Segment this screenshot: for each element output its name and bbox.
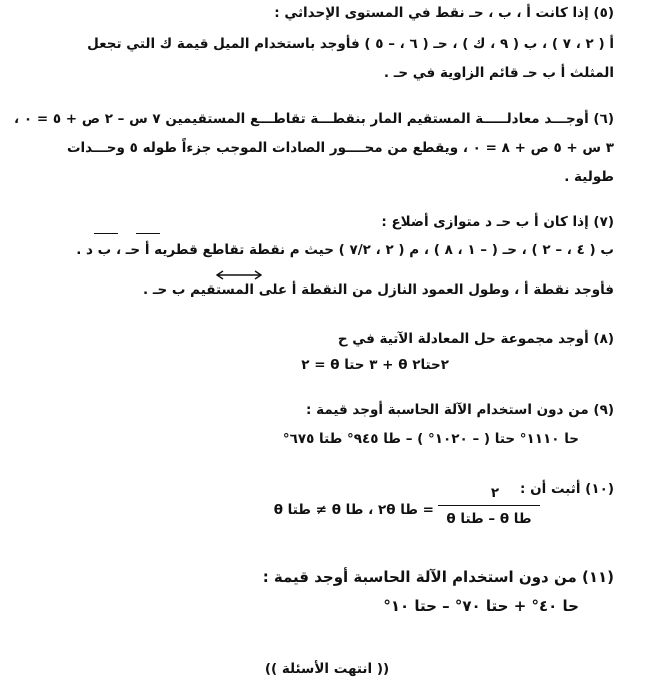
q10-line-1: (١٠) أثبت أن : [520, 481, 614, 497]
overline-bd-mark [136, 233, 160, 234]
q8-equation: ٢حتا٢ θ + ٣ حتا θ = ٢ [301, 357, 449, 373]
q7-line-3: فأوجد نقطة أ ، وطول العمود النازل من النقطة أ على المستقيم ب حـ . [143, 282, 614, 298]
q5-line-1: (٥) إذا كانت أ ، ب ، حـ نقط في المستوى الإحداثي : [274, 5, 614, 21]
q10-denominator: طا θ – طتا θ [446, 511, 532, 527]
q7-line-2: ب ( ٤ ، – ٢ ) ، حـ ( – ١ ، ٨ ) ، م ( ٢ ، ٧/٢ ) حيث م نقطة تقاطع قطريه أ حـ ، ب د . [76, 242, 614, 258]
q8-line-1: (٨) أوجد مجموعة حل المعادلة الآتية في ح [337, 331, 614, 347]
q9-line-1: (٩) من دون استخدام الآلة الحاسبة أوجد قيمة : [306, 402, 614, 418]
q6-line-2: ٣ س + ٥ ص + ٨ = ٠ ، ويقطع من محــــور الصادات الموجب جزءاً طوله ٥ وحـــدات [66, 140, 614, 156]
q6-line-1: (٦) أوجـــد معادلـــــة المستقيم المار بنقطـــة تقاطـــع المستقيمين ٧ س – ٢ ص + ٥ = ٠ ، [14, 111, 614, 127]
q10-fraction-bar [438, 505, 540, 506]
q10-rhs: = طا ٢θ ، طا θ ≠ طتا θ [273, 502, 434, 518]
q6-line-3: طولية . [564, 169, 614, 185]
q9-expression: حا ١١١٠° حتا ( – ١٠٢٠° ) – طا ٩٤٥° طتا ٦٧٥° [282, 431, 579, 447]
overline-ac-mark [94, 233, 118, 234]
q7-line-1: (٧) إذا كان أ ب حـ د متوازى أضلاع : [381, 214, 614, 230]
line-arrow-icon [214, 269, 264, 281]
q10-numerator: ٢ [490, 485, 500, 501]
footer-end-text: (( انتهت الأسئلة )) [264, 661, 390, 677]
q5-line-2: أ ( ٢ ، ٧ ) ، ب ( ٩ ، ك ) ، حـ ( ٦ ، – ٥ ) فأوجد باستخدام الميل قيمة ك التي تجعل [87, 36, 614, 52]
q11-expression: حا ٤٠° + حتا ٧٠° – حتا ١٠° [383, 597, 579, 615]
q5-line-3: المثلث أ ب حـ قائم الزاوية في حـ . [383, 65, 614, 81]
q11-line-1: (١١) من دون استخدام الآلة الحاسبة أوجد قيمة : [262, 568, 614, 586]
